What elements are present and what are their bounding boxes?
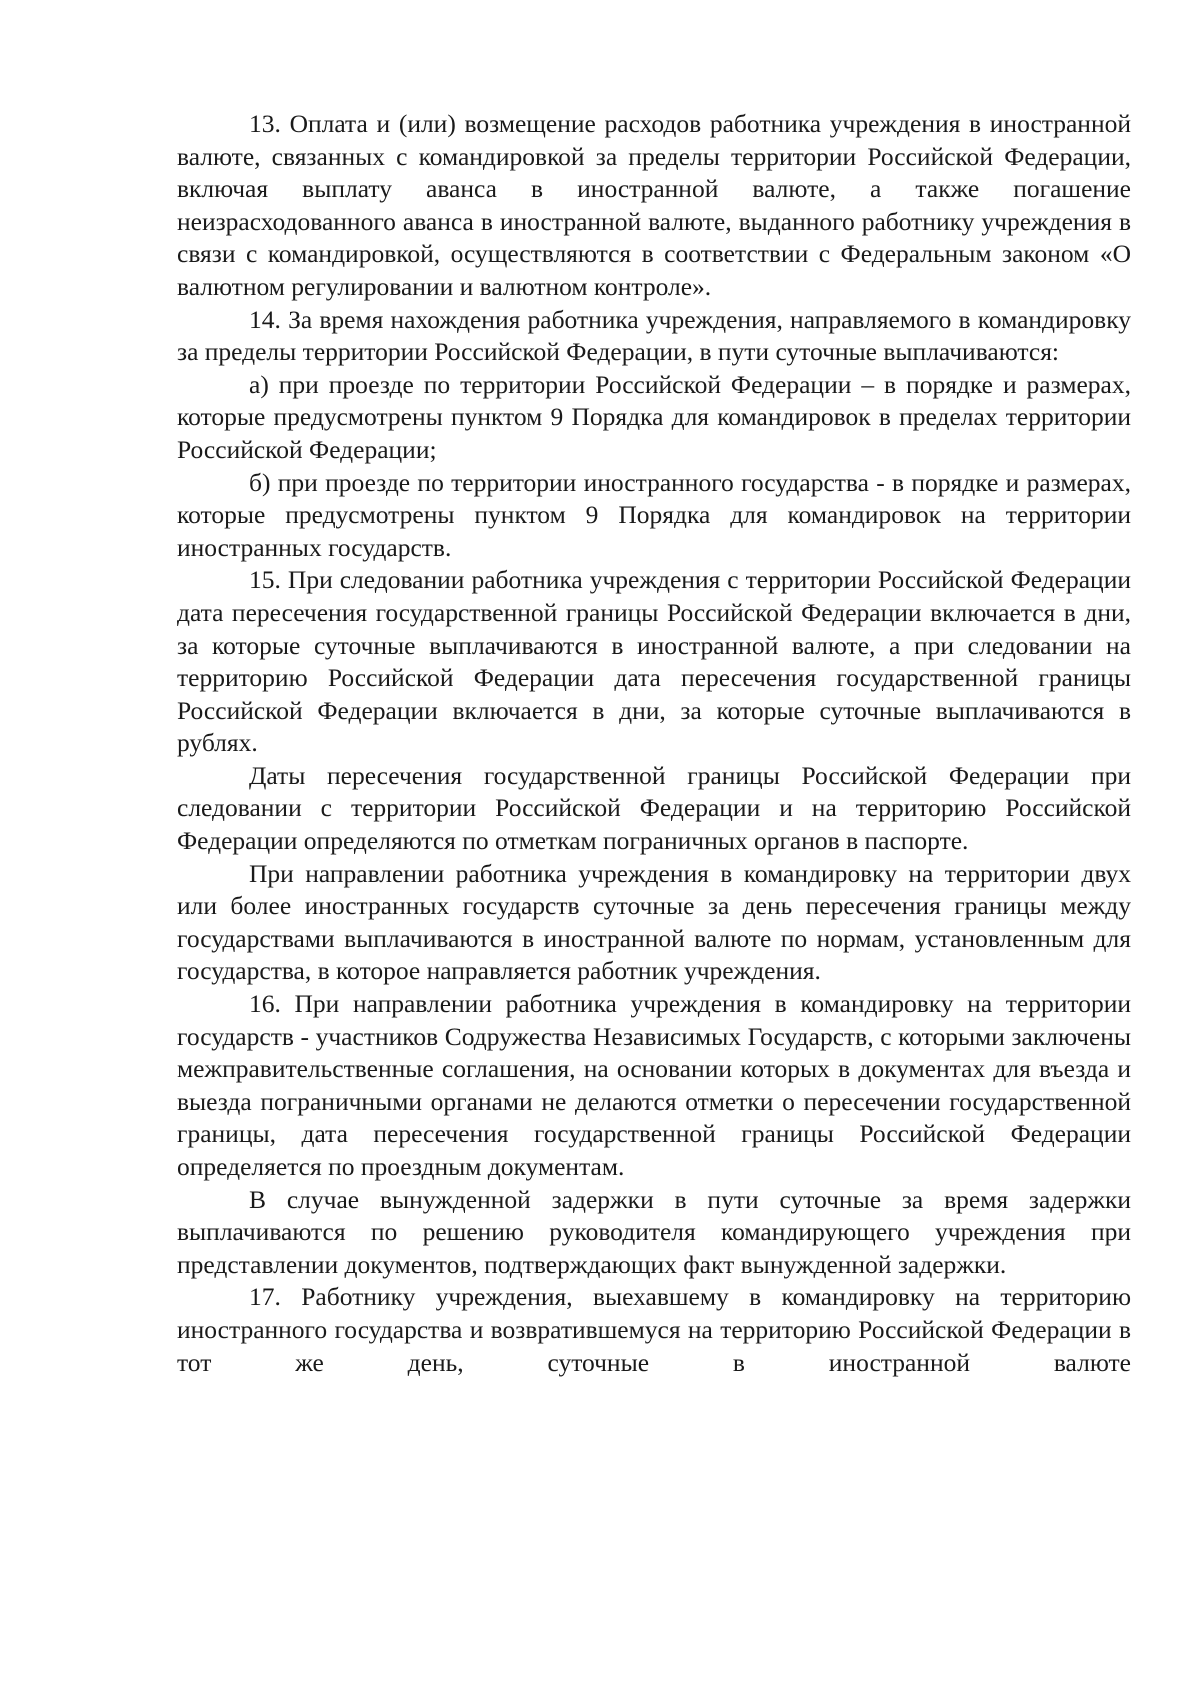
paragraph-15-multiple-states: При направлении работника учреждения в командировку на территории двух или более иностранных государств суточные за день пересечения границы между государствами выплачиваются в иностранной валюте по нормам, установленным для государства, в которое направляется работник учреждения. <box>177 858 1131 986</box>
paragraph-15: 15. При следовании работника учреждения с территории Российской Федерации дата пересечения государственной границы Российской Федерации включается в дни, за которые суточные выплачиваются в иностранной валюте, а при следовании на территорию Российской Федерации дата пересечения государственной границы Российской Федерации включается в дни, за которые суточные выплачиваются в рублях. <box>177 565 1131 758</box>
paragraph-14-a: а) при проезде по территории Российской Федерации – в порядке и размерах, которые предусмотрены пунктом 9 Порядка для командировок в пределах территории Российской Федерации; <box>177 369 1131 464</box>
paragraph-14: 14. За время нахождения работника учреждения, направляемого в командировку за пределы территории Российской Федерации, в пути суточные выплачиваются: <box>177 304 1131 367</box>
document-body <box>177 108 1131 1379</box>
paragraph-16-delay: В случае вынужденной задержки в пути суточные за время задержки выплачиваются по решению руководителя командирующего учреждения при представлении документов, подтверждающих факт вынужденной задержки. <box>177 1184 1131 1279</box>
paragraph-14-b: б) при проезде по территории иностранного государства - в порядке и размерах, которые предусмотрены пунктом 9 Порядка для командировок на территории иностранных государств. <box>177 467 1131 562</box>
paragraph-17: 17. Работнику учреждения, выехавшему в командировку на территорию иностранного государства и возвратившемуся на территорию Российской Федерации в тот же день, суточные в иностранной валюте <box>177 1282 1131 1377</box>
paragraph-13: 13. Оплата и (или) возмещение расходов работника учреждения в иностранной валюте, связанных с командировкой за пределы территории Российской Федерации, включая выплату аванса в иностранной валюте, а также погашение неизрасходованного аванса в иностранной валюте, выданного работнику учреждения в связи с командировкой, осуществляются в соответствии с Федеральным законом «О валютном регулировании и валютном контроле». <box>177 109 1131 301</box>
paragraph-15-dates: Даты пересечения государственной границы Российской Федерации при следовании с территории Российской Федерации и на территорию Российской Федерации определяются по отметкам пограничных органов в паспорте. <box>177 760 1131 856</box>
paragraph-16: 16. При направлении работника учреждения в командировку на территории государств - участников Содружества Независимых Государств, с которыми заключены межправительственные соглашения, на основании которых в документах для въезда и выезда пограничными органами не делаются отметки о пересечении государственной границы, дата пересечения государственной границы Российской Федерации определяется по проездным документам. <box>177 989 1131 1181</box>
